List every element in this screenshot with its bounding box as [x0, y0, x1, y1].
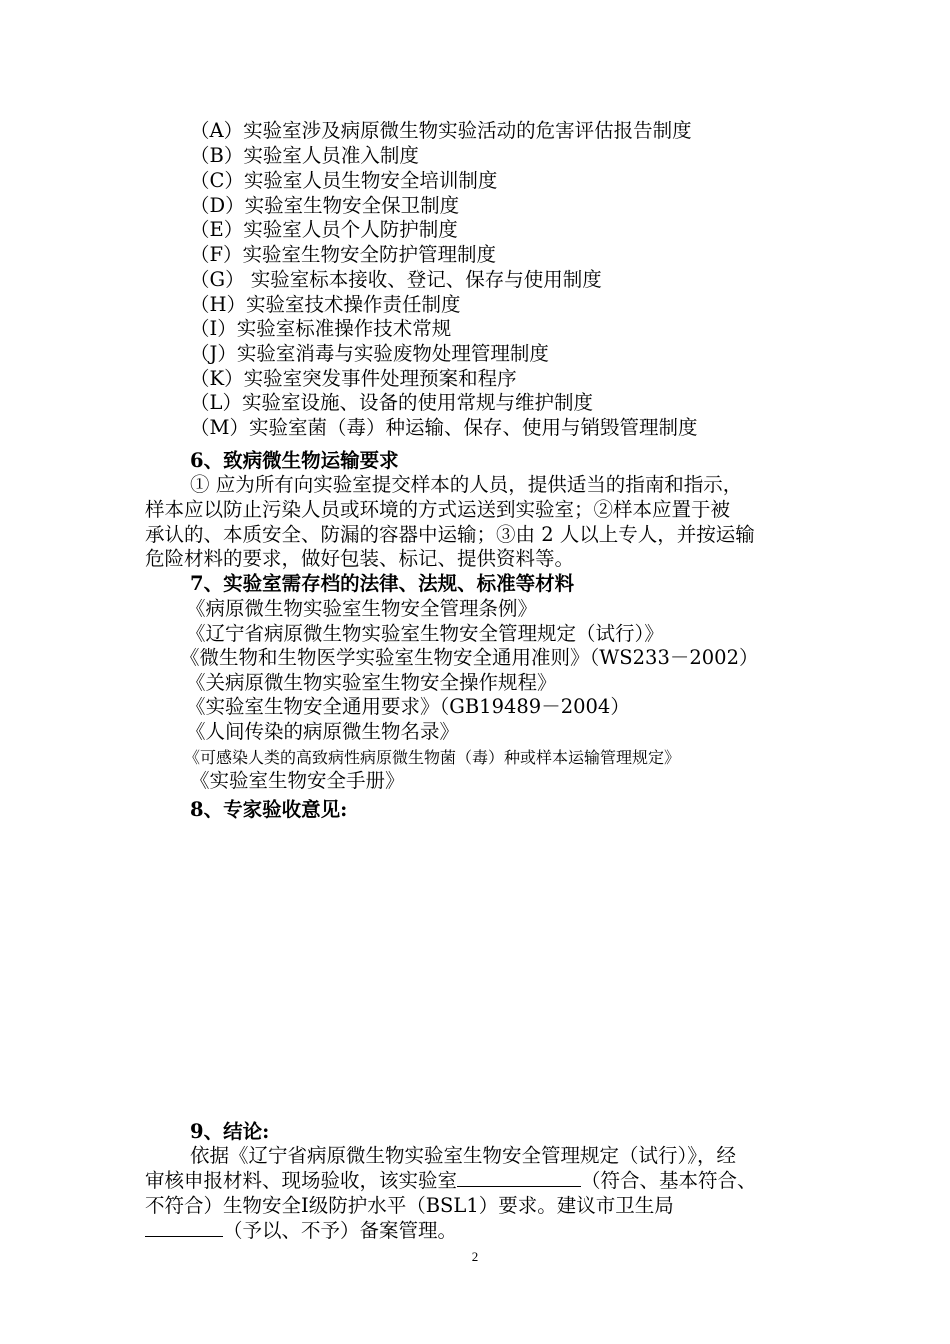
conclusion-line-4 [145, 1218, 457, 1243]
doc-item: 《可感染人类的高致病性病原微生物菌（毒）种或样本运输管理规定》 [184, 748, 681, 767]
conformity-blank[interactable] [457, 1168, 581, 1187]
page-number: 2 [471, 1249, 479, 1264]
conclusion-line-2 [145, 1168, 757, 1193]
section6-line-1: ① 应为所有向实验室提交样本的人员，提供适当的指南和指示， [190, 473, 743, 496]
doc-item: 《辽宁省病原微生物实验室生物安全管理规定（试行）》 [186, 622, 664, 645]
section7-heading: 7、实验室需存档的法律、法规、标准等材料 [190, 572, 575, 595]
doc-item: 《病原微生物实验室生物安全管理条例》 [186, 597, 538, 620]
list-item: （K）实验室突发事件处理预案和程序 [190, 367, 517, 390]
list-item: （F）实验室生物安全防护管理制度 [190, 243, 497, 266]
list-item: （B）实验室人员准入制度 [190, 144, 419, 167]
conclusion-line-3: 不符合）生物安全Ⅰ级防护水平（BSL1）要求。建议市卫生局 [145, 1194, 674, 1217]
doc-item: 《实验室生物安全手册》 [190, 769, 405, 792]
list-item: （E）实验室人员个人防护制度 [190, 218, 458, 241]
list-item: （C）实验室人员生物安全培训制度 [190, 169, 498, 192]
list-item: （M）实验室菌（毒）种运输、保存、使用与销毁管理制度 [190, 416, 698, 439]
filing-blank[interactable] [145, 1218, 223, 1237]
section9-heading: 9、结论: [190, 1120, 270, 1143]
conclusion-line-2-text: 审核申报材料、现场验收，该实验室 [145, 1169, 458, 1192]
doc-item: 《人间传染的病原微生物名录》 [186, 720, 460, 743]
section6-line-4: 危险材料的要求，做好包装、标记、提供资料等。 [145, 547, 575, 570]
conformity-options: （符合、基本符合、 [581, 1169, 757, 1192]
list-item: （L）实验室设施、设备的使用常规与维护制度 [190, 391, 593, 414]
list-item: （J）实验室消毒与实验废物处理管理制度 [190, 342, 549, 365]
list-item: （H）实验室技术操作责任制度 [190, 293, 461, 316]
list-item: （A）实验室涉及病原微生物实验活动的危害评估报告制度 [190, 119, 692, 142]
list-item: （D）实验室生物安全保卫制度 [190, 194, 460, 217]
doc-item: 《微生物和生物医学实验室生物安全通用准则》（WS233－2002） [180, 646, 759, 669]
section6-line-3: 承认的、本质安全、防漏的容器中运输；③由 2 人以上专人，并按运输 [145, 523, 755, 546]
doc-item: 《实验室生物安全通用要求》（GB19489－2004） [186, 695, 630, 718]
filing-options: （予以、不予）备案管理。 [223, 1219, 458, 1242]
list-item: （I）实验室标准操作技术常规 [190, 317, 452, 340]
section6-line-2: 样本应以防止污染人员或环境的方式运送到实验室；②样本应置于被 [145, 498, 731, 521]
doc-item: 《关病原微生物实验室生物安全操作规程》 [186, 671, 557, 694]
section8-heading: 8、专家验收意见: [190, 798, 348, 821]
section6-heading: 6、致病微生物运输要求 [190, 449, 399, 472]
conclusion-line-1: 依据《辽宁省病原微生物实验室生物安全管理规定（试行）》，经 [190, 1144, 737, 1167]
list-item: （G） 实验室标本接收、登记、保存与使用制度 [190, 268, 602, 291]
